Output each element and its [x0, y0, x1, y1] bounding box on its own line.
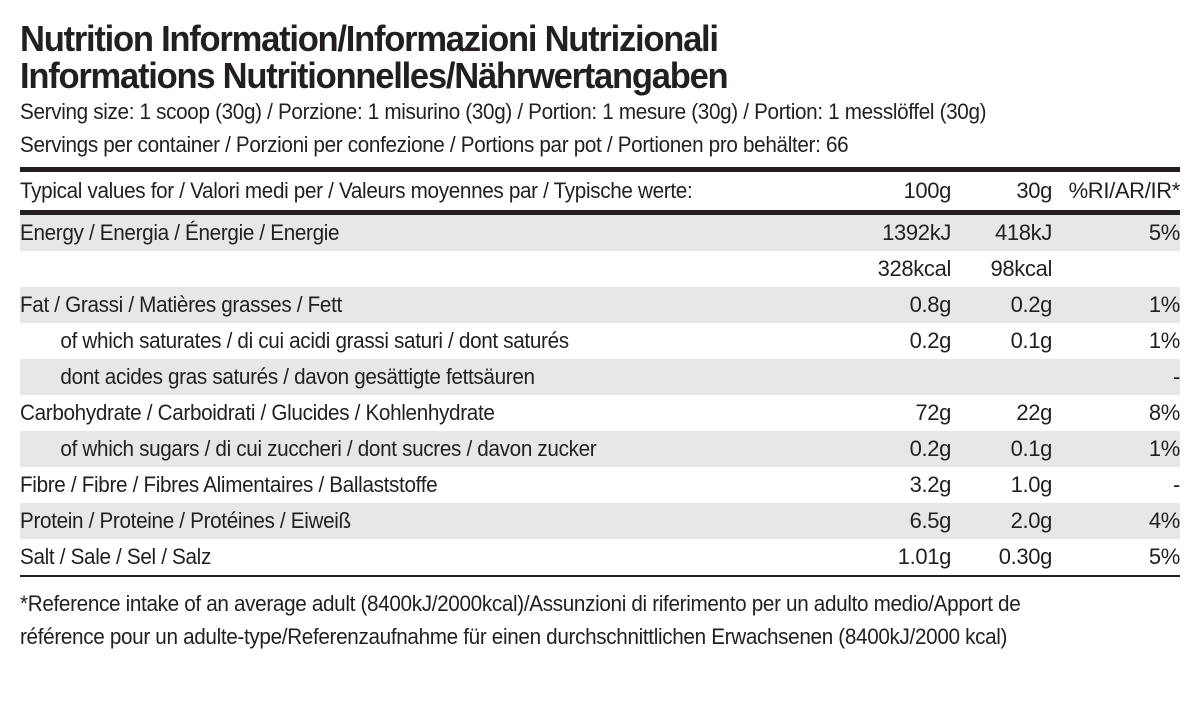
value-per-100g: 1392kJ: [882, 220, 951, 245]
nutrient-label: Fibre / Fibre / Fibres Alimentaires / Ballaststoffe: [20, 472, 438, 497]
value-per-100g: 6.5g: [909, 508, 951, 533]
table-row: [20, 539, 1180, 575]
reference-intake-percent: 1%: [1148, 292, 1180, 317]
title-line-1: Nutrition Information/Informazioni Nutrizionali: [20, 18, 718, 59]
nutrient-label: of which sugars / di cui zuccheri / dont sucres / davon zucker: [60, 436, 597, 461]
table-row: [20, 287, 1180, 323]
value-per-100g: 0.2g: [909, 328, 951, 353]
reference-intake-percent: 4%: [1148, 508, 1180, 533]
value-per-100g: 328kcal: [877, 256, 951, 281]
value-per-30g: 0.30g: [998, 544, 1052, 569]
footnote-line-2: référence pour un adulte-type/Referenzaufnahme für einen durchschnittlichen Erwachsenen (8400kJ/2000 kcal): [20, 624, 1008, 649]
value-per-100g: 3.2g: [909, 472, 951, 497]
table-row: [20, 395, 1180, 431]
value-per-30g: 0.2g: [1010, 292, 1052, 317]
table-row: [20, 467, 1180, 503]
nutrient-rows: [20, 215, 1180, 575]
header-ri: %RI/AR/IR*: [1068, 178, 1180, 203]
value-per-100g: 1.01g: [897, 544, 951, 569]
table-row: [20, 251, 1180, 287]
nutrient-label: Carbohydrate / Carboidrati / Glucides / Kohlenhydrate: [20, 400, 495, 425]
table-row: [20, 431, 1180, 467]
reference-intake-percent: -: [1173, 364, 1180, 389]
reference-intake-percent: 5%: [1148, 220, 1180, 245]
reference-intake-percent: 5%: [1148, 544, 1180, 569]
footnote-line-1: *Reference intake of an average adult (8400kJ/2000kcal)/Assunzioni di riferimento per un adulto medio/Apport de: [20, 591, 1021, 616]
nutrient-label: Fat / Grassi / Matières grasses / Fett: [20, 292, 342, 317]
nutrient-label: Salt / Sale / Sel / Salz: [20, 544, 211, 569]
header-100g: 100g: [903, 178, 951, 203]
nutrient-label: [20, 256, 831, 282]
serving-size: Serving size: 1 scoop (30g) / Porzione: 1 misurino (30g) / Portion: 1 mesure (30g) / Portion: 1 messlöffel (30g): [20, 99, 987, 124]
reference-intake-percent: 1%: [1148, 436, 1180, 461]
value-per-30g: 1.0g: [1010, 472, 1052, 497]
value-per-30g: 0.1g: [1010, 328, 1052, 353]
reference-footnote: [20, 577, 1180, 653]
reference-intake-percent: -: [1173, 472, 1180, 497]
label-title: [20, 0, 1180, 94]
header-30g: 30g: [1016, 178, 1052, 203]
value-per-30g: 22g: [1016, 400, 1052, 425]
reference-intake-percent: 1%: [1148, 328, 1180, 353]
value-per-100g: 72g: [915, 400, 951, 425]
value-per-30g: 2.0g: [1010, 508, 1052, 533]
nutrient-label: dont acides gras saturés / davon gesättigte fettsäuren: [60, 364, 535, 389]
value-per-100g: 0.8g: [909, 292, 951, 317]
nutrient-label: Protein / Proteine / Protéines / Eiweiß: [20, 508, 351, 533]
value-per-30g: 98kcal: [990, 256, 1052, 281]
nutrient-label: Energy / Energia / Énergie / Energie: [20, 220, 340, 245]
nutrient-label: of which saturates / di cui acidi grassi saturi / dont saturés: [60, 328, 569, 353]
servings-per-container: Servings per container / Porzioni per confezione / Portions par pot / Portionen pro behälter: 66: [20, 132, 849, 157]
value-per-100g: 0.2g: [909, 436, 951, 461]
table-row: [20, 359, 1180, 395]
table-row: [20, 323, 1180, 359]
table-row: [20, 503, 1180, 539]
value-per-30g: 0.1g: [1010, 436, 1052, 461]
table-row: [20, 215, 1180, 251]
title-line-2: Informations Nutritionnelles/Nährwertangaben: [20, 55, 728, 96]
table-header: [20, 172, 1180, 210]
header-label: Typical values for / Valori medi per / Valeurs moyennes par / Typische werte:: [20, 178, 693, 203]
reference-intake-percent: 8%: [1148, 400, 1180, 425]
value-per-30g: 418kJ: [995, 220, 1052, 245]
